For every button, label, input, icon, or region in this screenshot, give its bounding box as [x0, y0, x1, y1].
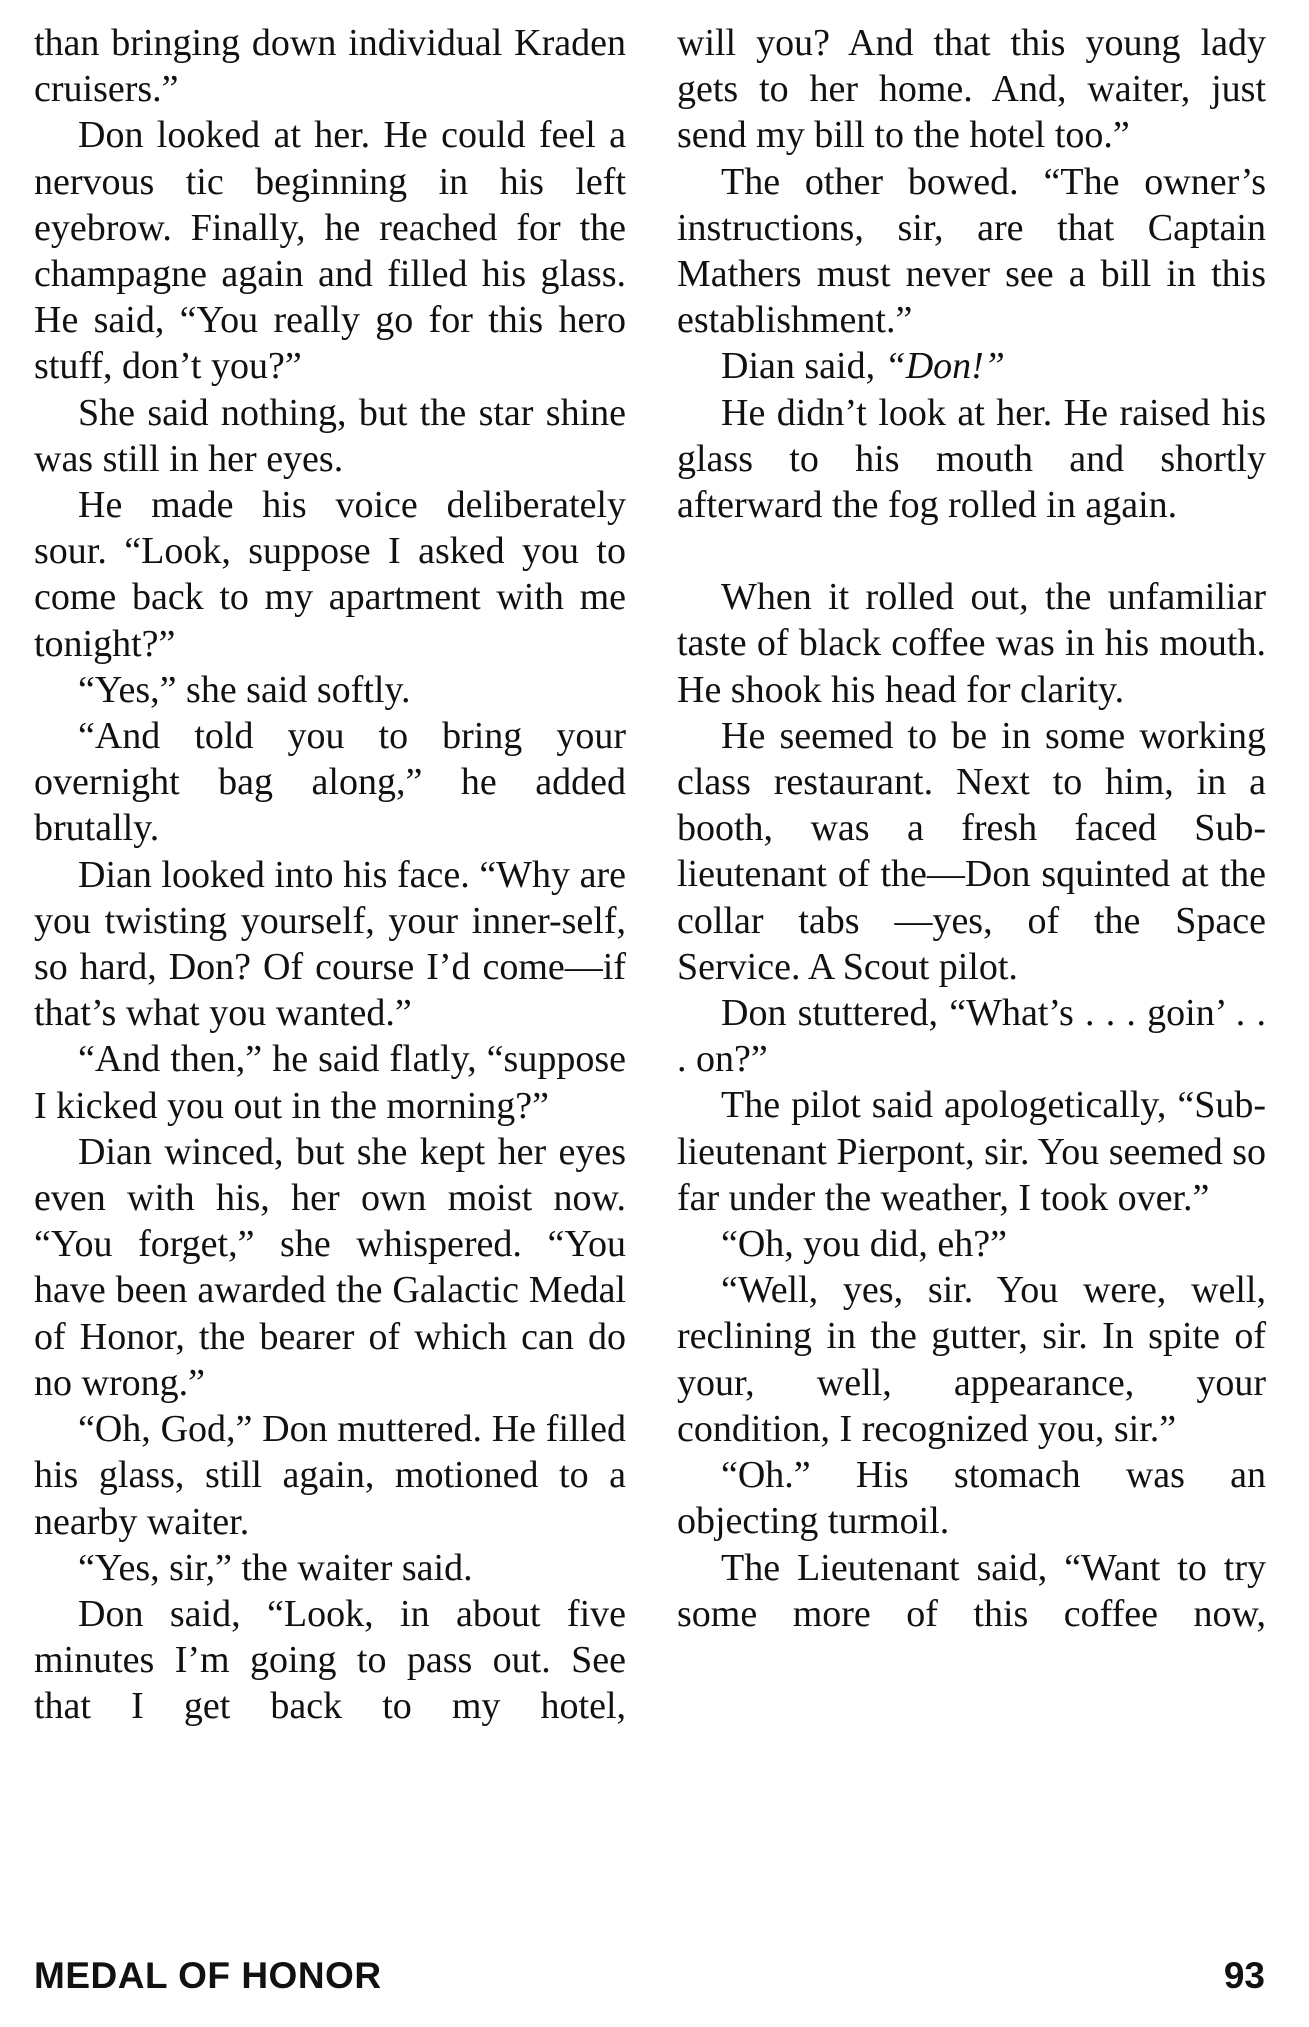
paragraph: She said nothing, but the star shine was still in her eyes.: [34, 391, 626, 480]
paragraph: than bringing down individual Kraden cruisers.”: [34, 22, 626, 111]
paragraph: Dian winced, but she kept her eyes even with his, her own moist now. “You forget,” she whispered. “You have been awarded the Galactic Medal of Honor, the bearer of which can do no wrong.”: [34, 1130, 626, 1404]
paragraph: The Lieutenant said, “Want to try some more of this coffee now,: [677, 1546, 1266, 1635]
paragraph: When it rolled out, the unfamiliar taste of black coffee was in his mouth. He shook his head for clarity.: [677, 576, 1266, 711]
paragraph: The other bowed. “The owner’s instructions, sir, are that Captain Mathers must never see a bill in this establishment.”: [677, 160, 1266, 342]
paragraph: “Well, yes, sir. You were, well, reclining in the gutter, sir. In spite of your, well, appearance, your condition, I recognized you, sir.”: [677, 1269, 1266, 1450]
paragraph: He didn’t look at her. He raised his glass to his mouth and shortly afterward the fog rolled in again.: [677, 391, 1266, 527]
running-footer-title: MEDAL OF HONOR: [34, 1955, 382, 1996]
paragraph: He made his voice deliberately sour. “Look, suppose I asked you to come back to my apartment with me tonight?”: [34, 484, 626, 665]
paragraph: The pilot said apologetically, “Sub-lieutenant Pierpont, sir. You seemed so far under the weather, I took over.”: [677, 1084, 1266, 1219]
paragraph: “And then,” he said flatly, “suppose I kicked you out in the morning?”: [34, 1038, 626, 1127]
paragraph: Don stuttered, “What’s . . . goin’ . . . on?”: [677, 992, 1266, 1081]
paragraph-text: Dian said,: [721, 345, 876, 388]
paragraph: Don said, “Look, in about five minutes I’m going to pass out. See that I get back to my hotel,: [34, 1592, 626, 1728]
paragraph: “And told you to bring your overnight bag along,” he added brutally.: [34, 715, 626, 850]
left-text-column: [34, 20, 626, 1730]
paragraph: [677, 343, 1266, 389]
italic-exclamation: “Don!”: [884, 345, 1005, 388]
paragraph: He seemed to be in some working class restaurant. Next to him, in a booth, was a fresh faced Sub-lieutenant of the—Don squinted at the collar tabs —yes, of the Space Service. A Scout pilot.: [677, 714, 1266, 988]
paragraph: “Yes,” she said softly.: [78, 668, 411, 711]
paragraph: will you? And that this young lady gets to her home. And, waiter, just send my bill to the hotel too.”: [677, 22, 1266, 157]
paragraph: “Oh.” His stomach was an objecting turmoil.: [677, 1454, 1266, 1543]
right-text-column: [677, 20, 1266, 1637]
page-number: 93: [1223, 1955, 1265, 1996]
paragraph: “Yes, sir,” the waiter said.: [78, 1546, 473, 1589]
paragraph: Dian looked into his face. “Why are you twisting yourself, your inner-self, so hard, Don? Of course I’d come—if that’s what you wanted.”: [34, 853, 626, 1035]
paragraph: “Oh, God,” Don muttered. He filled his glass, still again, motioned to a nearby waiter.: [34, 1408, 626, 1543]
paragraph: Don looked at her. He could feel a nervous tic beginning in his left eyebrow. Finally, he reached for the champagne again and filled his glass. He said, “You really go for this hero stuff, don’t you?”: [34, 114, 626, 388]
paragraph: “Oh, you did, eh?”: [721, 1223, 1007, 1266]
